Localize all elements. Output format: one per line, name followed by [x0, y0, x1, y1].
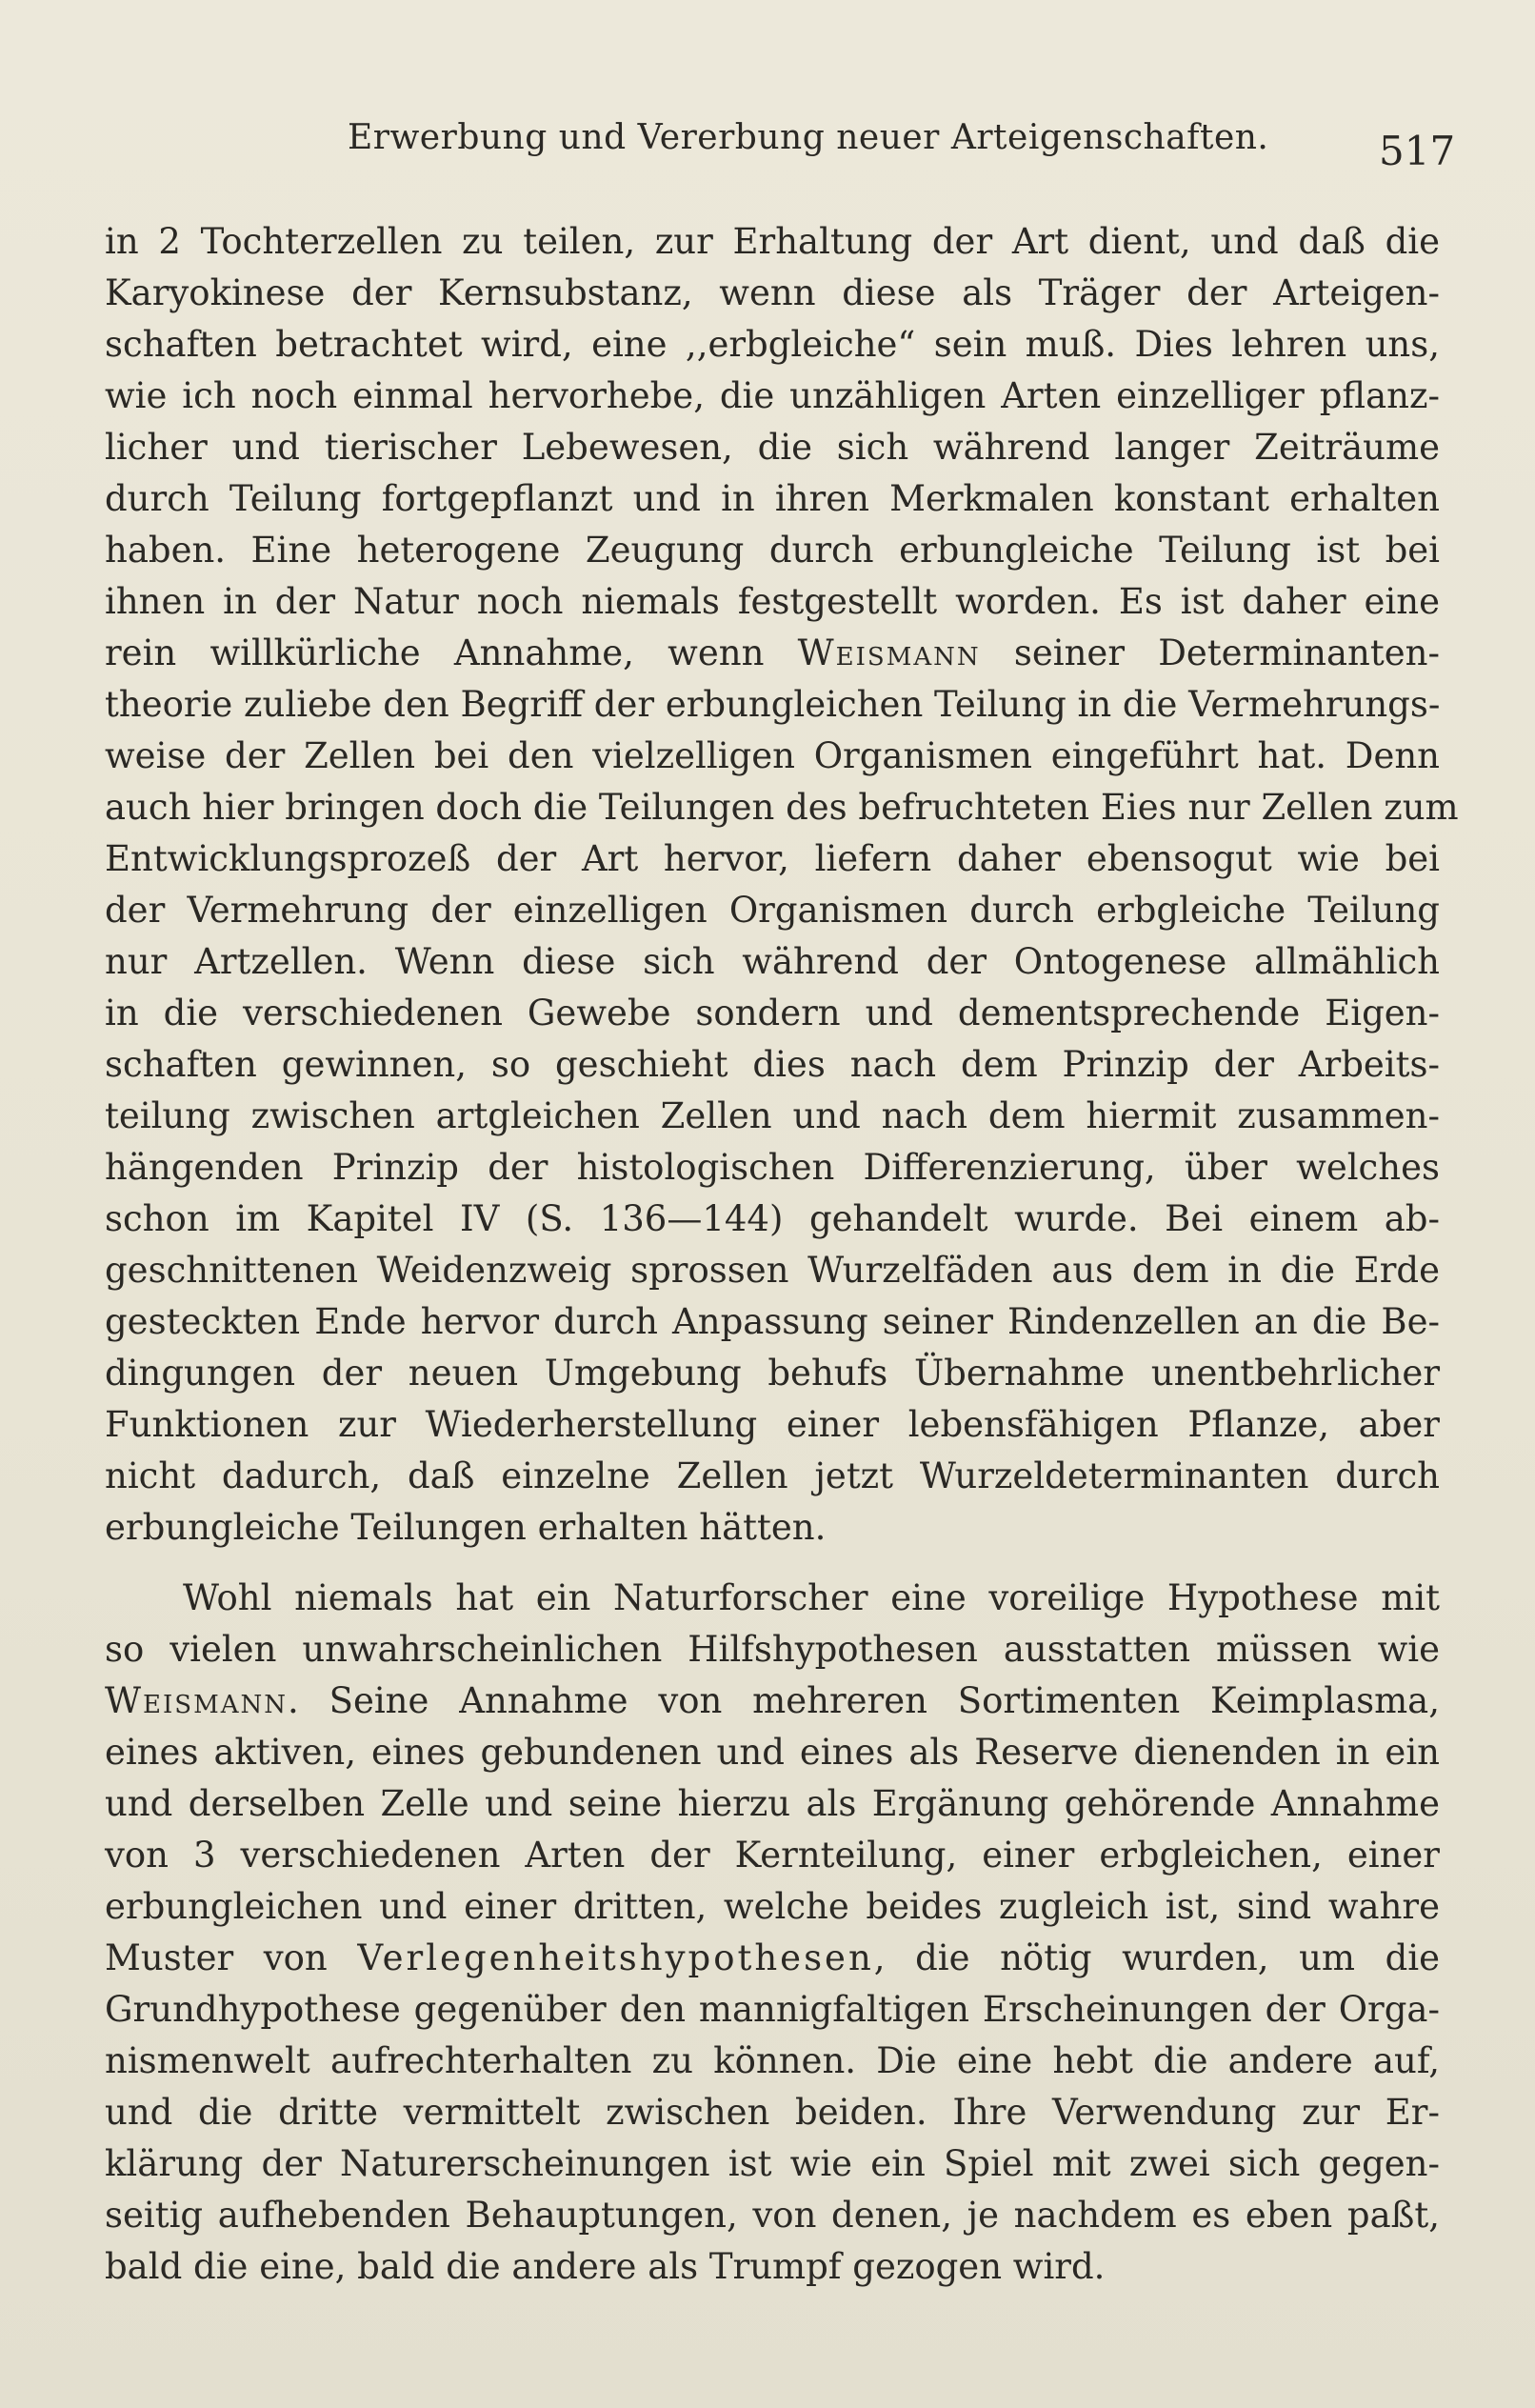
emphasized-term: Verlegenheitshypothesen: [357, 1937, 874, 1978]
text-line: bald die eine, bald die andere als Trumpf gezogen wird.: [105, 2246, 1106, 2287]
text-line: und derselben Zelle und seine hierzu als Ergänung gehörende Annahme: [105, 1783, 1440, 1824]
text-line: klärung der Naturerscheinungen ist wie ein Spiel mit zwei sich gegen-: [105, 2143, 1440, 2184]
text-line: schaften betrachtet wird, eine ,,erbgleiche“ sein muß. Dies lehren uns,: [105, 324, 1440, 365]
text-line: teilung zwischen artgleichen Zellen und nach dem hiermit zusammen-: [105, 1095, 1440, 1136]
text-line: licher und tierischer Lebewesen, die sich während langer Zeiträume: [105, 427, 1440, 468]
text-line: Wohl niemals hat ein Naturforscher eine voreilige Hypothese mit: [183, 1577, 1440, 1618]
text-line: theorie zuliebe den Begriff der erbungleichen Teilung in die Vermehrungs-: [105, 684, 1441, 725]
text-line: seitig aufhebenden Behauptungen, von denen, je nachdem es eben paßt,: [105, 2195, 1440, 2236]
text-line: [105, 629, 1440, 678]
text-line: [105, 1676, 1440, 1726]
text-line: Grundhypothese gegenüber den mannigfaltigen Erscheinungen der Orga-: [105, 1989, 1440, 2030]
text-line: der Vermehrung der einzelligen Organismen durch erbgleiche Teilung: [105, 890, 1440, 931]
text-run: rein willkürliche Annahme, wenn: [105, 632, 765, 673]
text-line: auch hier bringen doch die Teilungen des befruchteten Eies nur Zellen zum: [105, 787, 1459, 828]
text-line: erbungleichen und einer dritten, welche beides zugleich ist, sind wahre: [105, 1886, 1440, 1927]
text-line: so vielen unwahrscheinlichen Hilfshypothesen ausstatten müssen wie: [105, 1629, 1440, 1670]
text-run: . Seine Annahme von mehreren Sortimenten Keimplasma,: [288, 1680, 1440, 1721]
text-line: durch Teilung fortgepflanzt und in ihren Merkmalen konstant erhalten: [105, 478, 1440, 519]
text-line: haben. Eine heterogene Zeugung durch erbungleiche Teilung ist bei: [105, 530, 1440, 571]
text-line: und die dritte vermittelt zwischen beiden. Ihre Verwendung zur Er-: [105, 2092, 1440, 2133]
text-line: Entwicklungsprozeß der Art hervor, liefern daher ebensogut wie bei: [105, 838, 1440, 879]
text-line: nismenwelt aufrechterhalten zu können. Die eine hebt die andere auf,: [105, 2040, 1440, 2081]
running-title: Erwerbung und Vererbung neuer Arteigenschaften.: [348, 118, 1269, 157]
text-line: gesteckten Ende hervor durch Anpassung seiner Rindenzellen an die Be-: [105, 1301, 1440, 1342]
text-line: schaften gewinnen, so geschieht dies nach dem Prinzip der Arbeits-: [105, 1044, 1440, 1085]
text-line: Funktionen zur Wiederherstellung einer lebensfähigen Pflanze, aber: [105, 1404, 1440, 1445]
text-line: [105, 1934, 1440, 1983]
text-line: hängenden Prinzip der histologischen Differenzierung, über welches: [105, 1147, 1440, 1188]
text-line: nur Artzellen. Wenn diese sich während der Ontogenese allmählich: [105, 941, 1440, 982]
text-line: in 2 Tochterzellen zu teilen, zur Erhaltung der Art dient, und daß die: [105, 221, 1440, 262]
text-line: wie ich noch einmal hervorhebe, die unzähligen Arten einzelliger pflanz-: [105, 375, 1440, 416]
text-run: Muster von: [105, 1937, 328, 1978]
text-line: schon im Kapitel IV (S. 136—144) gehandelt wurde. Bei einem ab-: [105, 1198, 1440, 1239]
text-run: seiner Determinanten-: [1013, 632, 1440, 673]
text-line: nicht dadurch, daß einzelne Zellen jetzt Wurzeldeterminanten durch: [105, 1455, 1440, 1496]
page-number: 517: [1379, 128, 1456, 174]
text-line: Karyokinese der Kernsubstanz, wenn diese als Träger der Arteigen-: [105, 272, 1440, 313]
text-line: eines aktiven, eines gebundenen und eines als Reserve dienenden in ein: [105, 1732, 1440, 1773]
text-line: von 3 verschiedenen Arten der Kernteilung, einer erbgleichen, einer: [105, 1835, 1440, 1876]
author-name-weismann: Weismann: [105, 1680, 288, 1721]
text-line: in die verschiedenen Gewebe sondern und dementsprechende Eigen-: [105, 993, 1440, 1033]
author-name-weismann: Weismann: [797, 632, 981, 673]
text-run: , die nötig wurden, um die: [873, 1937, 1440, 1978]
text-line: erbungleiche Teilungen erhalten hätten.: [105, 1507, 827, 1548]
text-line: ihnen in der Natur noch niemals festgestellt worden. Es ist daher eine: [105, 581, 1440, 622]
text-line: dingungen der neuen Umgebung behufs Übernahme unentbehrlicher: [105, 1353, 1440, 1394]
text-line: weise der Zellen bei den vielzelligen Organismen eingeführt hat. Denn: [105, 735, 1440, 776]
text-line: geschnittenen Weidenzweig sprossen Wurzelfäden aus dem in die Erde: [105, 1250, 1440, 1291]
